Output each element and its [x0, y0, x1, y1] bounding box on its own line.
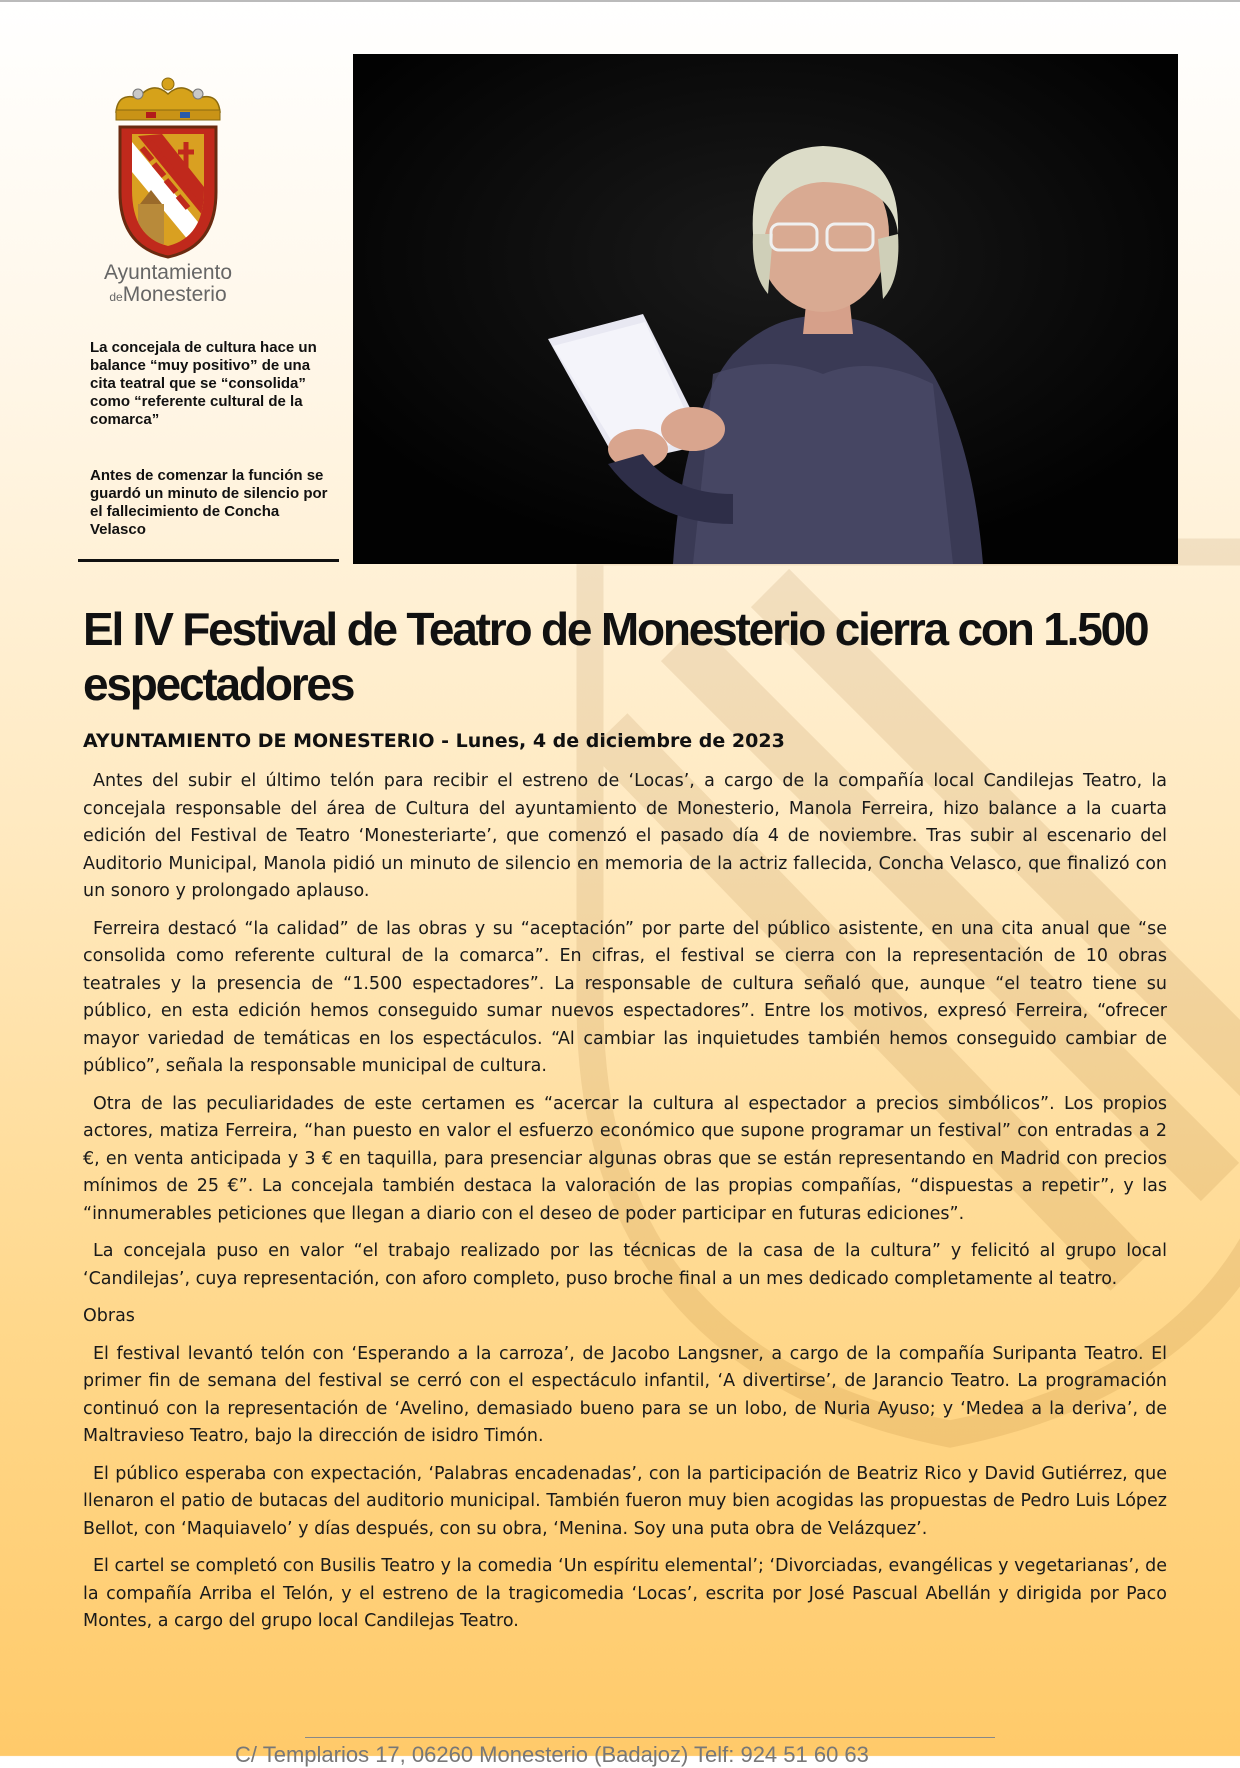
municipality-logo [88, 72, 248, 306]
article-paragraph: La concejala puso en valor “el trabajo realizado por las técnicas de la casa de la cultura” y felicitó al grupo local ‘Candilejas’, cuya representación, con aforo completo, puso broche final a un mes dedicado completamente al teatro. [83, 1241, 1167, 1289]
logo-line-1: Ayuntamiento [103, 261, 233, 284]
article-photo [353, 54, 1178, 564]
logo-line-2-name: Monesterio [122, 283, 227, 307]
logo-line-2 [88, 284, 248, 306]
side-note-1: La concejala de cultura hace un balance “muy positivo” de una cita teatral que se “consolida” como “referente cultural de la comarca” [90, 339, 317, 428]
logo-line-2-small: de [109, 290, 123, 305]
article-paragraph: El público esperaba con expectación, ‘Palabras encadenadas’, con la participación de Beatriz Rico y David Gutiérrez, que llenaron el patio de butacas del auditorio municipal. También fueron muy bien acogidas las propuestas de Pedro Luis López Bellot, con ‘Maquiavelo’ y días después, con su obra, ‘Menina. Soy una puta obra de Velázquez’. [83, 1463, 1167, 1539]
coat-of-arms-icon [98, 72, 238, 262]
article-dateline: AYUNTAMIENTO DE MONESTERIO - Lunes, 4 de diciembre de 2023 [83, 730, 785, 752]
footer-address: C/ Templarios 17, 06260 Monesterio (Badajoz) Telf: 924 51 60 63 [235, 1742, 869, 1767]
logo-text [88, 262, 248, 306]
article-body [83, 768, 1167, 1646]
woman-reading-on-stage-photo [353, 54, 1178, 564]
article-subheading: Obras [83, 1306, 135, 1326]
article-paragraph: Otra de las peculiaridades de este certamen es “acercar la cultura al espectador a precios simbólicos”. Los propios actores, matiza Ferreira, “han puesto en valor el esfuerzo económico que supone programar un festival” con entradas a 2 €, en venta anticipada y 3 € en taquilla, para presenciar algunas obras que se están representando en Madrid con precios mínimos de 25 €”. La concejala también destaca la valoración de las propias compañías, “dispuestas a repetir”, y las “innumerables peticiones que llegan a diario con el deseo de poder participar en futuras ediciones”. [83, 1093, 1167, 1224]
article-headline: El IV Festival de Teatro de Monesterio cierra con 1.500 espectadores [83, 603, 1148, 710]
article-paragraph: Ferreira destacó “la calidad” de las obras y su “aceptación” por parte del público asistente, en una cita anual que “se consolida como referente cultural de la comarca”. En cifras, el festival se cierra con la representación de 10 obras teatrales y la presencia de “1.500 espectadores”. La responsable de cultura señaló que, aunque “el teatro tiene su público, en esta edición hemos conseguido sumar nuevos espectadores”. Entre los motivos, expresó Ferreira, “ofrecer mayor variedad de temáticas en los espectáculos. “Al cambiar las inquietudes también hemos conseguido cambiar de público”, señala la responsable municipal de cultura. [83, 918, 1167, 1076]
footer-divider [305, 1737, 995, 1738]
article-paragraph: Antes del subir el último telón para recibir el estreno de ‘Locas’, a cargo de la compañía local Candilejas Teatro, la concejala responsable del área de Cultura del ayuntamiento de Monesterio, Manola Ferreira, hizo balance a la cuarta edición del Festival de Teatro ‘Monesteriarte’, que comenzó el pasado día 4 de noviembre. Tras subir al escenario del Auditorio Municipal, Manola pidió un minuto de silencio en memoria de la actriz fallecida, Concha Velasco, que finalizó con un sonoro y prolongado aplauso. [83, 771, 1167, 901]
side-note-2: Antes de comenzar la función se guardó un minuto de silencio por el fallecimiento de Concha Velasco [90, 467, 328, 538]
side-notes [90, 339, 335, 539]
article-paragraph: El festival levantó telón con ‘Esperando a la carroza’, de Jacobo Langsner, a cargo de la compañía Suripanta Teatro. El primer fin de semana del festival se cerró con el espectáculo infantil, ‘A divertirse’, de Jarancio Teatro. La programación continuó con la representación de ‘Avelino, demasiado bueno para se un lobo, de Nuria Ayuso; y ‘Medea a la deriva’, de Maltravieso Teatro, bajo la dirección de isidro Timón. [83, 1343, 1167, 1446]
side-divider [78, 559, 339, 562]
article-paragraph: El cartel se completó con Busilis Teatro y la comedia ‘Un espíritu elemental’; ‘Divorciadas, evangélicas y vegetarianas’, de la compañía Arriba el Telón, y el estreno de la tragicomedia ‘Locas’, escrita por José Pascual Abellán y dirigida por Paco Montes, a cargo del grupo local Candilejas Teatro. [83, 1556, 1167, 1631]
